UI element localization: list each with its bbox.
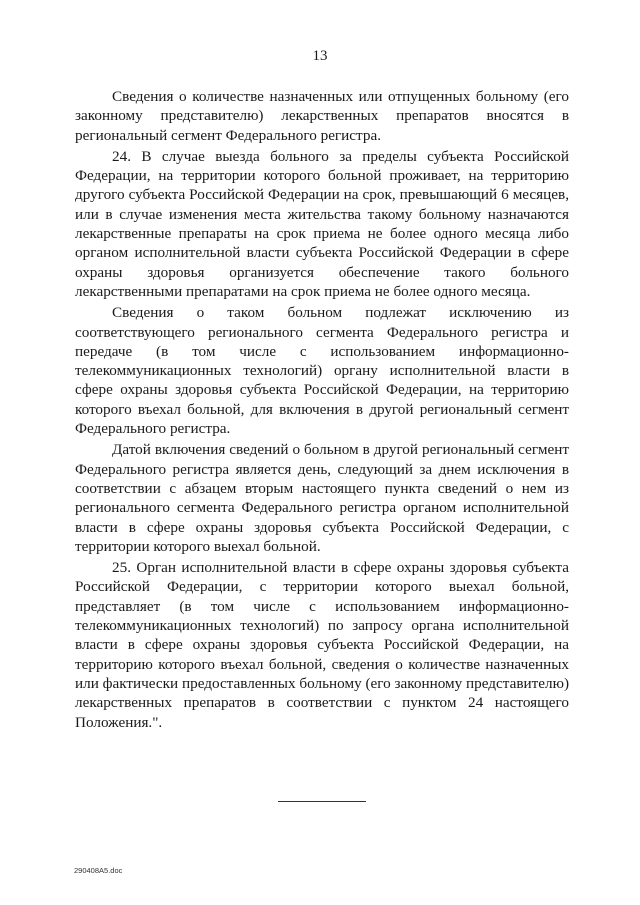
page-number: 13 [312,48,328,64]
paragraph-inclusion-date: Датой включения сведений о больном в другой региональный сегмент Федерального регистра является день, следующий за днем исключения в соответствии с абзацем вторым настоящего пункта сведений о нем из регионального сегмента Федерального регистра органом исполнительной власти в сфере охраны здоровья субъекта Российской Федерации, с территории которого выехал больной. [75,441,569,555]
document-body [75,87,569,734]
file-code: 290408А5.doc [74,866,123,875]
closing-rule [278,801,366,802]
paragraph-registry-info: Сведения о количестве назначенных или отпущенных больному (его законному представителю) лекарственных препаратов вносятся в региональный сегмент Федерального регистра. [75,88,569,144]
paragraph-clause-25: 25. Орган исполнительной власти в сфере охраны здоровья субъекта Российской Федерации, с территории которого выехал больной, представляет (в том числе с использованием информационно-телекоммуникационных технологий) по запросу органа исполнительной власти в сфере охраны здоровья субъекта Российской Федерации, на территорию которого въехал больной, сведения о количестве назначенных или фактически предоставленных больному (его законному представителю) лекарственных препаратов в соответствии с пунктом 24 настоящего Положения.". [75,559,569,731]
paragraph-clause-24: 24. В случае выезда больного за пределы субъекта Российской Федерации, на территории которого больной проживает, на территорию другого субъекта Российской Федерации на срок, превышающий 6 месяцев, или в случае изменения места жительства такому больному назначаются лекарственные препараты на срок приема не более одного месяца либо органом исполнительной власти субъекта Российской Федерации в сфере охраны здоровья организуется обеспечение такого больного лекарственными препаратами на срок приема не более одного месяца. [75,147,569,300]
paragraph-exclusion-info: Сведения о таком больном подлежат исключению из соответствующего регионального сегмента Федерального регистра и передаче (в том числе с использованием информационно-телекоммуникационных технологий) органу исполнительной власти в сфере охраны здоровья субъекта Российской Федерации, на территорию которого въехал больной, для включения в другой региональный сегмент Федерального регистра. [75,304,569,438]
